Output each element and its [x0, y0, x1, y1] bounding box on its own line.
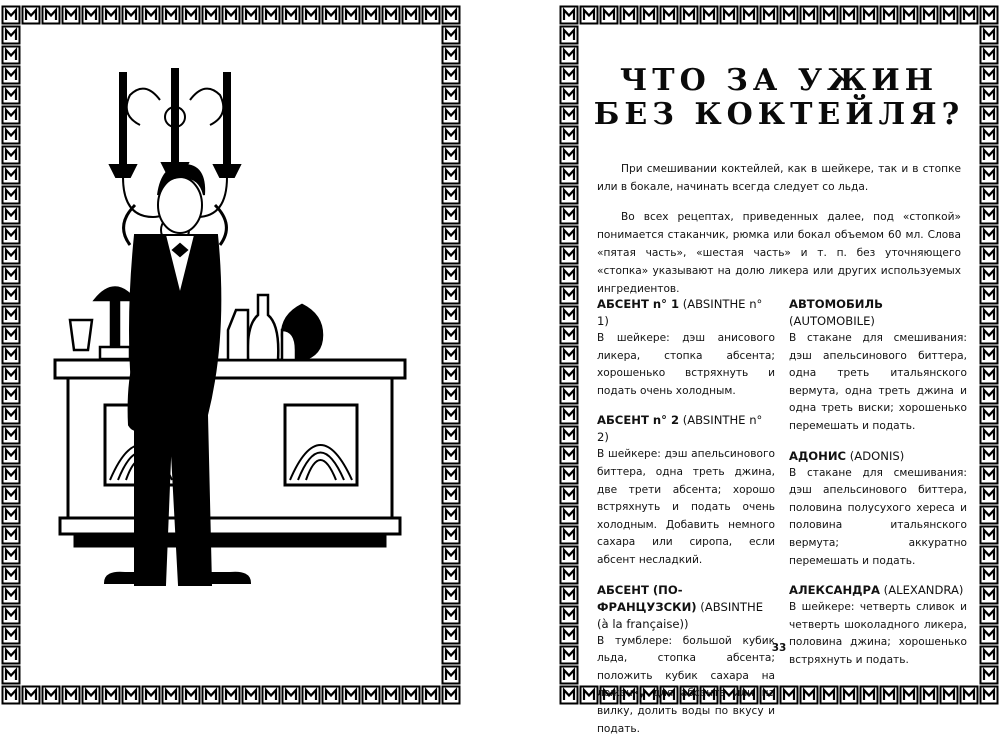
border-tile-icon [103, 687, 120, 704]
border-tile-icon [3, 307, 20, 324]
border-tile-icon [3, 7, 20, 24]
recipe-title [789, 448, 967, 465]
border-tile-icon [443, 67, 460, 84]
border-tile-icon [761, 7, 778, 24]
recipe-text: В стакане для смешивания: дэш апельсинового биттера, половина полусухого хереса и половина итальянского вермута; аккуратно перемешать и подать. [789, 466, 967, 567]
border-tile-icon [901, 7, 918, 24]
border-tile-icon [981, 667, 998, 684]
border-tile-icon [981, 587, 998, 604]
recipe-entry [789, 296, 967, 436]
border-tile-icon [981, 47, 998, 64]
recipe-entry [597, 296, 775, 400]
border-tile-icon [821, 7, 838, 24]
border-tile-icon [841, 7, 858, 24]
border-tile-icon [801, 7, 818, 24]
border-tile-icon [63, 687, 80, 704]
border-tile-icon [443, 107, 460, 124]
recipe-latin-name: (ABSINTHE n° 2) [597, 413, 763, 445]
border-tile-icon [961, 687, 978, 704]
border-tile-icon [941, 7, 958, 24]
recipe-latin-name: (ADONIS) [846, 448, 905, 463]
border-tile-icon [621, 7, 638, 24]
recipe-column-right [789, 296, 967, 682]
border-tile-icon [561, 47, 578, 64]
border-tile-icon [403, 687, 420, 704]
border-tile-icon [981, 627, 998, 644]
border-tile-icon [561, 227, 578, 244]
border-tile-icon [561, 627, 578, 644]
border-tile-icon [443, 567, 460, 584]
border-tile-icon [443, 47, 460, 64]
right-page [551, 0, 1007, 735]
border-tile-icon [3, 467, 20, 484]
border-tile-icon [961, 7, 978, 24]
border-tile-icon [701, 7, 718, 24]
border-tile-icon [343, 687, 360, 704]
recipe-name: АБСЕНТ (ПО-ФРАНЦУЗСКИ) [597, 582, 697, 614]
recipe-title [789, 296, 967, 330]
border-tile-icon [23, 7, 40, 24]
border-tile-icon [781, 687, 798, 704]
border-tile-icon [443, 127, 460, 144]
border-tile-icon [3, 647, 20, 664]
border-tile-icon [881, 687, 898, 704]
border-tile-icon [443, 547, 460, 564]
border-tile-icon [981, 347, 998, 364]
border-tile-icon [3, 67, 20, 84]
border-tile-icon [383, 7, 400, 24]
recipe-latin-name: (ABSINTHE n° 1) [597, 297, 763, 328]
border-tile-icon [981, 567, 998, 584]
border-tile-icon [561, 507, 578, 524]
border-tile-icon [3, 267, 20, 284]
border-tile-icon [443, 367, 460, 384]
border-tile-icon [561, 387, 578, 404]
recipe-title [597, 296, 775, 330]
left-page [0, 0, 462, 710]
border-tile-icon [3, 347, 20, 364]
border-tile-icon [3, 587, 20, 604]
border-tile-icon [981, 227, 998, 244]
border-tile-icon [443, 7, 460, 24]
border-tile-icon [901, 687, 918, 704]
recipe-entry [597, 412, 775, 569]
border-tile-icon [661, 7, 678, 24]
border-tile-icon [3, 107, 20, 124]
border-tile-icon [981, 547, 998, 564]
border-tile-icon [781, 7, 798, 24]
border-tile-icon [443, 267, 460, 284]
recipe-latin-name: (ALEXANDRA) [879, 583, 964, 598]
border-tile-icon [561, 587, 578, 604]
border-tile-icon [363, 687, 380, 704]
recipe-text: В шейкере: дэш апельсинового биттера, одна треть джина, две трети абсента; хорошо встряхнуть и подать очень холодным. Добавить немного сахара или сиропа, если абсент несладкий. [597, 448, 775, 566]
border-tile-icon [163, 687, 180, 704]
border-tile-icon [3, 127, 20, 144]
border-tile-icon [443, 687, 460, 704]
border-tile-icon [363, 7, 380, 24]
border-tile-icon [981, 507, 998, 524]
page-number: 33 [771, 642, 787, 654]
border-tile-icon [981, 167, 998, 184]
border-tile-icon [3, 147, 20, 164]
border-tile-icon [3, 507, 20, 524]
recipe-entry [789, 582, 967, 669]
border-tile-icon [443, 387, 460, 404]
border-tile-icon [203, 687, 220, 704]
border-tile-icon [561, 267, 578, 284]
page-gutter [462, 0, 551, 710]
border-tile-icon [561, 327, 578, 344]
recipe-title [597, 582, 775, 633]
recipe-text: В тумблере: большой кубик льда, стопка абсента; положить кубик сахара на ложечку для абсента или на вилку, долить воды по вкусу и подать. [597, 634, 775, 735]
border-tile-icon [861, 687, 878, 704]
page-title [551, 64, 1007, 132]
border-tile-icon [243, 7, 260, 24]
border-tile-icon [423, 687, 440, 704]
recipe-text: В стакане для смешивания: дэш апельсинового биттера, одна треть итальянского вермута, одна треть джина и одна треть виски; хорошенько перемешать и подать. [789, 332, 967, 432]
border-tile-icon [601, 7, 618, 24]
recipe-text: В шейкере: четверть сливок и четверть шоколадного ликера, половина джина; хорошенько встряхнуть и подать. [789, 601, 967, 666]
border-tile-icon [443, 507, 460, 524]
border-tile-icon [443, 467, 460, 484]
border-tile-icon [3, 527, 20, 544]
border-tile-icon [981, 427, 998, 444]
intro-paragraph: При смешивании коктейлей, как в шейкере, так и в стопке или в бокале, начинать всегда следует со льда. [597, 163, 961, 193]
border-tile-icon [443, 207, 460, 224]
border-tile-icon [981, 267, 998, 284]
border-tile-icon [821, 687, 838, 704]
border-tile-icon [581, 687, 598, 704]
recipe-column-left [597, 296, 775, 750]
border-tile-icon [3, 87, 20, 104]
border-tile-icon [981, 327, 998, 344]
border-tile-icon [981, 367, 998, 384]
border-tile-icon [443, 427, 460, 444]
recipe-name: АЛЕКСАНДРА [789, 583, 880, 598]
border-tile-icon [63, 7, 80, 24]
border-tile-icon [43, 687, 60, 704]
recipe-latin-name: (ABSINTHE (à la française)) [597, 599, 764, 631]
border-tile-icon [443, 167, 460, 184]
border-tile-icon [3, 427, 20, 444]
bartender-illustration-icon [40, 55, 420, 595]
border-tile-icon [443, 407, 460, 424]
border-tile-icon [981, 687, 998, 704]
recipe-name: АБСЕНТ n° 1 [597, 297, 680, 311]
border-tile-icon [103, 7, 120, 24]
border-tile-icon [443, 187, 460, 204]
border-tile-icon [981, 487, 998, 504]
border-tile-icon [3, 227, 20, 244]
border-tile-icon [123, 7, 140, 24]
recipe-title [789, 582, 967, 599]
border-tile-icon [123, 687, 140, 704]
border-tile-icon [981, 247, 998, 264]
border-tile-icon [981, 387, 998, 404]
border-tile-icon [443, 447, 460, 464]
border-tile-icon [183, 687, 200, 704]
border-tile-icon [561, 207, 578, 224]
border-tile-icon [443, 147, 460, 164]
border-tile-icon [741, 7, 758, 24]
border-tile-icon [561, 487, 578, 504]
border-tile-icon [921, 687, 938, 704]
border-tile-icon [443, 287, 460, 304]
border-tile-icon [561, 667, 578, 684]
border-tile-icon [23, 687, 40, 704]
border-tile-icon [403, 7, 420, 24]
border-tile-icon [423, 7, 440, 24]
border-tile-icon [921, 7, 938, 24]
border-tile-icon [981, 27, 998, 44]
border-tile-icon [203, 7, 220, 24]
border-tile-icon [443, 487, 460, 504]
border-tile-icon [143, 687, 160, 704]
border-tile-icon [443, 607, 460, 624]
intro-paragraph: Во всех рецептах, приведенных далее, под «стопкой» понимается стаканчик, рюмка или бокал объемом 60 мл. Слова «пятая часть», «шестая часть» и т. п. без уточняющего «стопка» указывают на долю ликера или других используемых ингредиентов. [597, 211, 961, 295]
border-tile-icon [981, 147, 998, 164]
border-tile-icon [3, 487, 20, 504]
recipe-title [597, 412, 775, 446]
border-tile-icon [561, 527, 578, 544]
border-tile-icon [443, 247, 460, 264]
border-tile-icon [981, 207, 998, 224]
border-tile-icon [263, 687, 280, 704]
border-tile-icon [323, 687, 340, 704]
border-tile-icon [443, 667, 460, 684]
border-tile-icon [561, 467, 578, 484]
border-tile-icon [183, 7, 200, 24]
border-tile-icon [561, 367, 578, 384]
border-tile-icon [3, 287, 20, 304]
border-tile-icon [443, 87, 460, 104]
border-tile-icon [163, 7, 180, 24]
border-tile-icon [3, 387, 20, 404]
border-tile-icon [3, 607, 20, 624]
title-line-1: ЧТО ЗА УЖИН [619, 63, 939, 98]
border-tile-icon [981, 307, 998, 324]
border-tile-icon [243, 687, 260, 704]
border-tile-icon [561, 567, 578, 584]
border-tile-icon [3, 167, 20, 184]
intro-text [597, 160, 961, 310]
border-tile-icon [3, 47, 20, 64]
border-tile-icon [561, 287, 578, 304]
recipe-entry [597, 582, 775, 739]
border-tile-icon [561, 427, 578, 444]
border-tile-icon [3, 447, 20, 464]
border-tile-icon [3, 187, 20, 204]
border-tile-icon [43, 7, 60, 24]
border-tile-icon [641, 7, 658, 24]
border-tile-icon [443, 227, 460, 244]
border-tile-icon [3, 27, 20, 44]
border-tile-icon [801, 687, 818, 704]
border-tile-icon [3, 627, 20, 644]
border-tile-icon [223, 687, 240, 704]
border-tile-icon [841, 687, 858, 704]
border-tile-icon [561, 7, 578, 24]
border-tile-icon [383, 687, 400, 704]
border-tile-icon [443, 587, 460, 604]
border-tile-icon [561, 307, 578, 324]
border-tile-icon [3, 367, 20, 384]
border-tile-icon [223, 7, 240, 24]
border-tile-icon [941, 687, 958, 704]
border-tile-icon [303, 7, 320, 24]
border-tile-icon [83, 687, 100, 704]
border-tile-icon [561, 27, 578, 44]
border-tile-icon [443, 27, 460, 44]
recipe-name: АБСЕНТ n° 2 [597, 413, 680, 428]
border-tile-icon [443, 347, 460, 364]
border-tile-icon [3, 567, 20, 584]
border-tile-icon [561, 147, 578, 164]
border-tile-icon [3, 407, 20, 424]
border-tile-icon [721, 7, 738, 24]
border-tile-icon [443, 527, 460, 544]
border-tile-icon [881, 7, 898, 24]
border-tile-icon [443, 647, 460, 664]
border-tile-icon [143, 7, 160, 24]
border-tile-icon [443, 627, 460, 644]
border-tile-icon [981, 607, 998, 624]
border-tile-icon [303, 687, 320, 704]
border-tile-icon [981, 467, 998, 484]
border-tile-icon [83, 7, 100, 24]
border-tile-icon [981, 187, 998, 204]
border-tile-icon [681, 7, 698, 24]
title-line-2: БЕЗ КОКТЕЙЛЯ? [593, 97, 965, 132]
border-tile-icon [561, 187, 578, 204]
border-tile-icon [3, 667, 20, 684]
border-tile-icon [561, 447, 578, 464]
border-tile-icon [981, 7, 998, 24]
border-tile-icon [561, 167, 578, 184]
border-tile-icon [443, 327, 460, 344]
recipe-text: В шейкере: дэш анисового ликера, стопка абсента; хорошенько встряхнуть и подать очень холодным. [597, 332, 775, 397]
border-tile-icon [323, 7, 340, 24]
border-tile-icon [981, 527, 998, 544]
border-tile-icon [3, 207, 20, 224]
border-tile-icon [561, 407, 578, 424]
border-tile-icon [3, 687, 20, 704]
border-tile-icon [561, 687, 578, 704]
border-tile-icon [3, 547, 20, 564]
border-tile-icon [283, 687, 300, 704]
border-tile-icon [561, 347, 578, 364]
border-tile-icon [3, 327, 20, 344]
recipe-name: АВТОМОБИЛЬ [789, 297, 883, 311]
border-tile-icon [861, 7, 878, 24]
border-tile-icon [581, 7, 598, 24]
border-tile-icon [981, 407, 998, 424]
border-tile-icon [283, 7, 300, 24]
border-tile-icon [561, 607, 578, 624]
border-tile-icon [343, 7, 360, 24]
border-tile-icon [263, 7, 280, 24]
border-tile-icon [443, 307, 460, 324]
border-tile-icon [561, 247, 578, 264]
border-tile-icon [3, 247, 20, 264]
border-tile-icon [981, 287, 998, 304]
recipe-latin-name: (AUTOMOBILE) [789, 314, 875, 328]
recipe-name: АДОНИС [789, 448, 847, 463]
border-tile-icon [561, 547, 578, 564]
recipe-entry [789, 448, 967, 571]
border-tile-icon [981, 447, 998, 464]
